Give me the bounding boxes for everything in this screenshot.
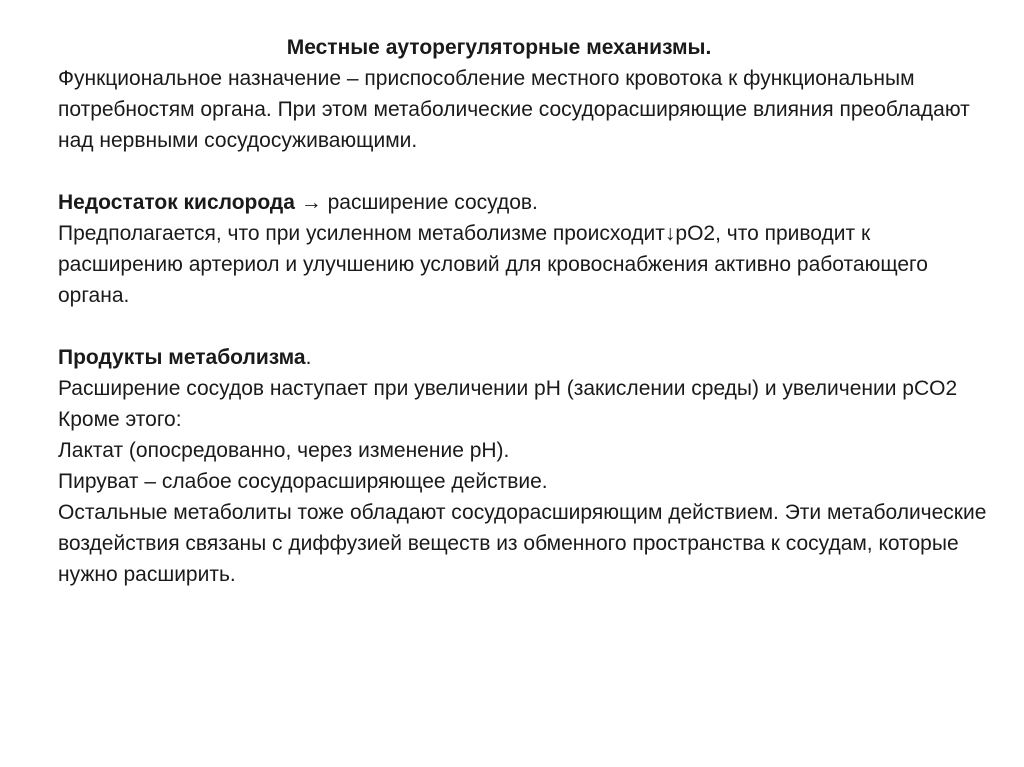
- metabolites-line-lactate: Лактат (опосредованно, через изменение pH).: [58, 439, 510, 462]
- slide-content: [58, 32, 998, 590]
- oxygen-heading-line: [58, 187, 998, 218]
- spacer: [58, 311, 998, 342]
- oxygen-heading-rest: → расширение сосудов.: [294, 191, 538, 214]
- metabolites-line-others: Остальные метаболиты тоже обладают сосудорасширяющим действием. Эти метаболические воздействия связаны с диффузией веществ из обменного пространства к сосудам, которые нужно расширить.: [58, 501, 987, 586]
- metabolites-heading-line: [58, 342, 998, 373]
- spacer: [58, 156, 998, 187]
- metabolites-heading: Продукты метаболизма: [58, 346, 306, 369]
- slide-title: Местные ауторегуляторные механизмы.: [286, 36, 712, 59]
- metabolites-line-pyruvate: Пируват – слабое сосудорасширяющее действие.: [58, 470, 548, 493]
- metabolites-heading-rest: .: [305, 346, 312, 369]
- intro-paragraph: Функциональное назначение – приспособление местного кровотока к функциональным потребностям органа. При этом метаболические сосудорасширяющие влияния преобладают над нервными сосудосуживающими.: [58, 67, 970, 152]
- oxygen-heading: Недостаток кислорода: [58, 191, 295, 214]
- metabolites-line-ph: Расширение сосудов наступает при увеличении pH (закислении среды) и увеличении pCO2: [58, 377, 958, 400]
- oxygen-paragraph: Предполагается, что при усиленном метаболизме происходит↓рO2, что приводит к расширению артериол и улучшению условий для кровоснабжения активно работающего органа.: [58, 222, 928, 307]
- metabolites-line-besides: Кроме этого:: [58, 408, 182, 431]
